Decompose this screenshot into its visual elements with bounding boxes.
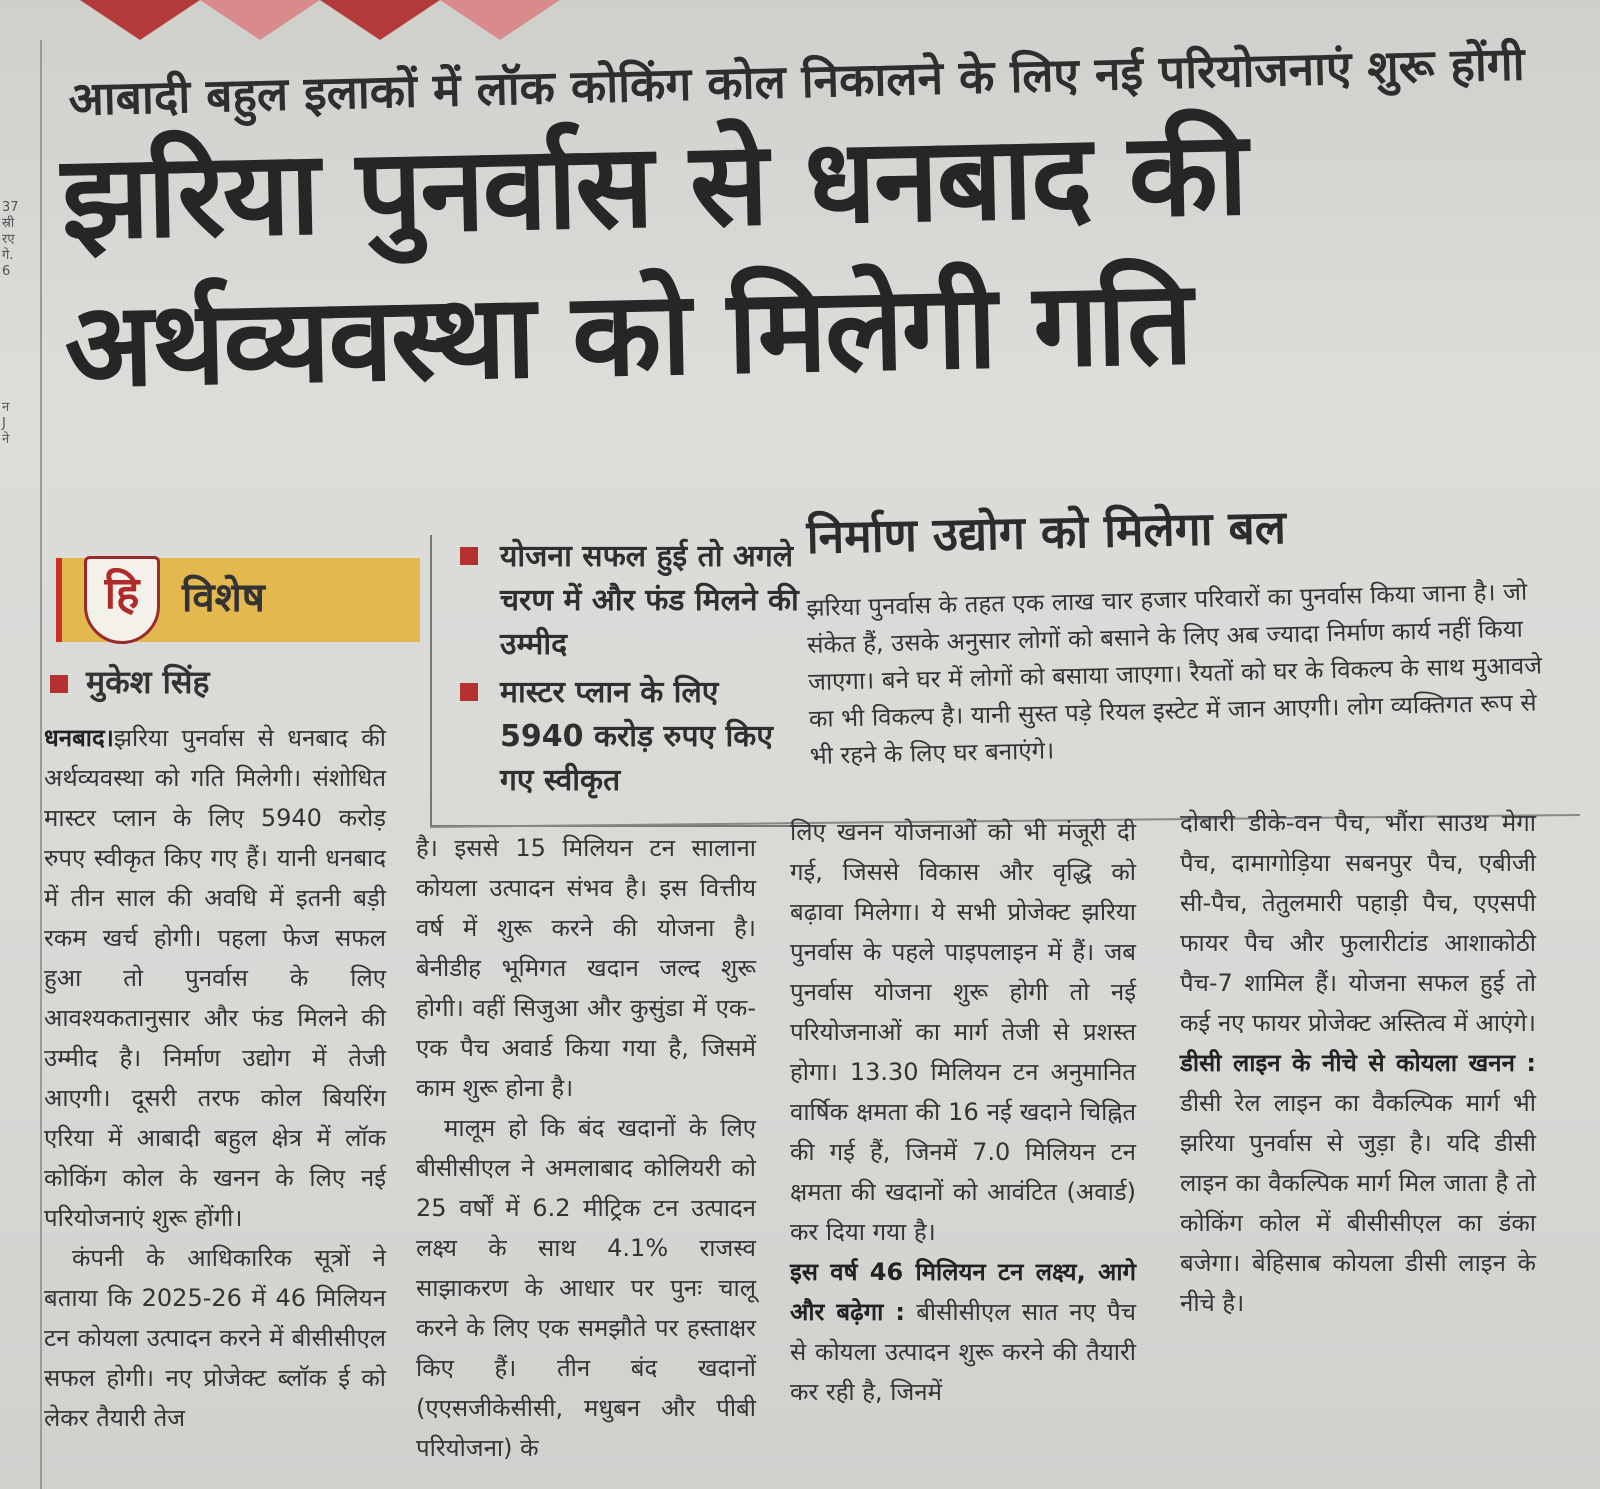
byline xyxy=(50,660,210,703)
paragraph: बीसीसीएल सात नए पैच से कोयला उत्पादन शुरू करने की तैयारी कर रही है, जिनमें xyxy=(790,1298,1136,1406)
newspaper-logo-icon: हि xyxy=(84,556,160,644)
main-headline xyxy=(60,94,1566,421)
kicker-headline: आबादी बहुल इलाकों में लॉक कोकिंग कोल निकालने के लिए नई परियोजनाएं शुरू होंगी xyxy=(67,36,1526,127)
bullet-square-icon xyxy=(50,675,68,693)
article-column-4 xyxy=(1180,803,1536,1323)
badge-label: विशेष xyxy=(182,575,265,621)
headline-line-1: झरिया पुनर्वास से धनबाद की xyxy=(60,106,1248,266)
paragraph: दोबारी डीके-वन पैच, भौंरा साउथ मेगा पैच, दामागोड़िया सबनपुर पैच, एबीजी सी-पैच, तेतुलमारी पहाड़ी पैच, एएसपी फायर पैच और फुलारीटांड आशाकोठी पैच-7 शामिल हैं। योजना सफल हुई तो कई नए फायर प्रोजेक्ट अस्तित्व में आएंगे। xyxy=(1180,809,1536,1037)
decor-triangle xyxy=(200,0,320,40)
paragraph: है। इससे 15 मिलियन टन सालाना कोयला उत्पादन संभव है। इस वित्तीय वर्ष में शुरू करने की योजना है। बेनीडीह भूमिगत खदान जल्द शुरू होगी। वहीं सिजुआ और कुसुंडा में एक-एक पैच अवार्ड किया गया है, जिसमें काम शुरू होना है। xyxy=(416,834,756,1102)
paragraph: लिए खनन योजनाओं को भी मंजूरी दी गई, जिससे विकास और वृद्धि को बढ़ावा मिलेगा। ये सभी प्रोजेक्ट झरिया पुनर्वास के पहले पाइपलाइन में हैं। जब पुनर्वास योजना शुरू होगी तो नई परियोजनाओं का मार्ग तेजी से प्रशस्त होगा। 13.30 मिलियन टन अनुमानित वार्षिक क्षमता की 16 नई खदाने चिह्नित की गई हैं, जिनमें 7.0 मिलियन टन क्षमता की खदानों को आवंटित (अवार्ड) कर दिया गया है। xyxy=(790,818,1136,1246)
margin-fragment: न xyxy=(2,400,10,415)
article-column-2 xyxy=(416,828,756,1468)
highlight-text: मास्टर प्लान के लिए 5940 करोड़ रुपए किए गए स्वीकृत xyxy=(500,675,773,798)
paragraph: कंपनी के आधिकारिक सूत्रों ने बताया कि 2025-26 में 46 मिलियन टन कोयला उत्पादन करने में बीसीसीएल सफल होगी। नए प्रोजेक्ट ब्लॉक ई को लेकर तैयारी तेज xyxy=(44,1244,386,1432)
adjacent-column-margin xyxy=(0,40,42,1489)
paragraph: मालूम हो कि बंद खदानों के लिए बीसीसीएल ने अमलाबाद कोलियरी को 25 वर्षों में 6.2 मीट्रिक टन उत्पादन लक्ष्य के साथ 4.1% राजस्व साझाकरण के आधार पर पुनः चालू करने के लिए एक समझौते पर हस्ताक्षर किए हैं। तीन बंद खदानों (एएसजीकेसीसी, मधुबन और पीबी परियोजना) के xyxy=(416,1114,756,1462)
decor-triangle xyxy=(320,0,440,40)
sidebox-text: झरिया पुनर्वास के तहत एक लाख चार हजार परिवारों का पुनर्वास किया जाना है। जो संकेत हैं, उसके अनुसार लोगों को बसाने के लिए अब ज्यादा निर्माण कार्य नहीं किया जाएगा। बने घर में लोगों को बसाया जाएगा। रैयतों को घर के विकल्प के साथ मुआवजे का भी विकल्प है। यानी सुस्त पड़े रियल इस्टेट में जान आएगी। लोग व्यक्तिगत रूप से भी रहने के लिए घर बनाएंगे। xyxy=(806,577,1543,770)
headline-line-2: अर्थव्यवस्था को मिलेगी गति xyxy=(63,255,1193,414)
margin-fragment: गे. xyxy=(2,248,14,263)
paragraph: डीसी रेल लाइन का वैकल्पिक मार्ग भी झरिया पुनर्वास से जुड़ा है। यदि डीसी लाइन का वैकल्पिक मार्ग मिल जाता है तो कोकिंग कोल में बीसीसीएल का डंका बजेगा। बेहिसाब कोयला डीसी लाइन के नीचे है। xyxy=(1180,1089,1536,1317)
margin-fragment: स्री xyxy=(2,216,15,231)
highlight-item xyxy=(460,535,810,667)
inline-subheading: डीसी लाइन के नीचे से कोयला खनन : xyxy=(1180,1049,1536,1077)
decor-triangle xyxy=(80,0,200,40)
margin-fragment: J xyxy=(2,416,6,431)
bullet-square-icon xyxy=(460,683,478,701)
author-name: मुकेश सिंह xyxy=(86,663,210,701)
margin-fragment: ने xyxy=(2,432,10,447)
margin-fragment: 6 xyxy=(2,264,11,279)
sidebox-title: निर्माण उद्योग को मिलेगा बल xyxy=(806,499,1287,564)
highlights-box xyxy=(430,535,810,827)
article-column-3 xyxy=(790,812,1136,1412)
paragraph: झरिया पुनर्वास से धनबाद की अर्थव्यवस्था को गति मिलेगी। संशोधित मास्टर प्लान के लिए 5940 करोड़ रुपए स्वीकृत किए गए हैं। यानी धनबाद में तीन साल की अवधि में इतनी बड़ी रकम खर्च होगी। पहला फेज सफल हुआ तो पुनर्वास के लिए आवश्यकतानुसार और फंड मिलने की उम्मीद है। निर्माण उद्योग में तेजी आएगी। दूसरी तरफ कोल बियरिंग एरिया में आबादी बहुल क्षेत्र में लॉक कोकिंग कोल के खनन के लिए नई परियोजनाएं शुरू होंगी। xyxy=(44,724,386,1232)
dateline: धनबाद। xyxy=(44,724,114,752)
special-badge xyxy=(56,558,420,642)
bullet-square-icon xyxy=(460,547,478,565)
article-column-1 xyxy=(44,718,386,1438)
margin-fragment: 37 xyxy=(2,200,19,215)
highlight-text: योजना सफल हुई तो अगले चरण में और फंड मिलने की उम्मीद xyxy=(500,539,799,662)
inline-subheading: इस वर्ष 46 मिलियन टन लक्ष्य, आगे और बढ़ेगा : xyxy=(790,1258,1136,1326)
margin-fragment: रए xyxy=(2,232,15,247)
highlight-item xyxy=(460,671,810,803)
